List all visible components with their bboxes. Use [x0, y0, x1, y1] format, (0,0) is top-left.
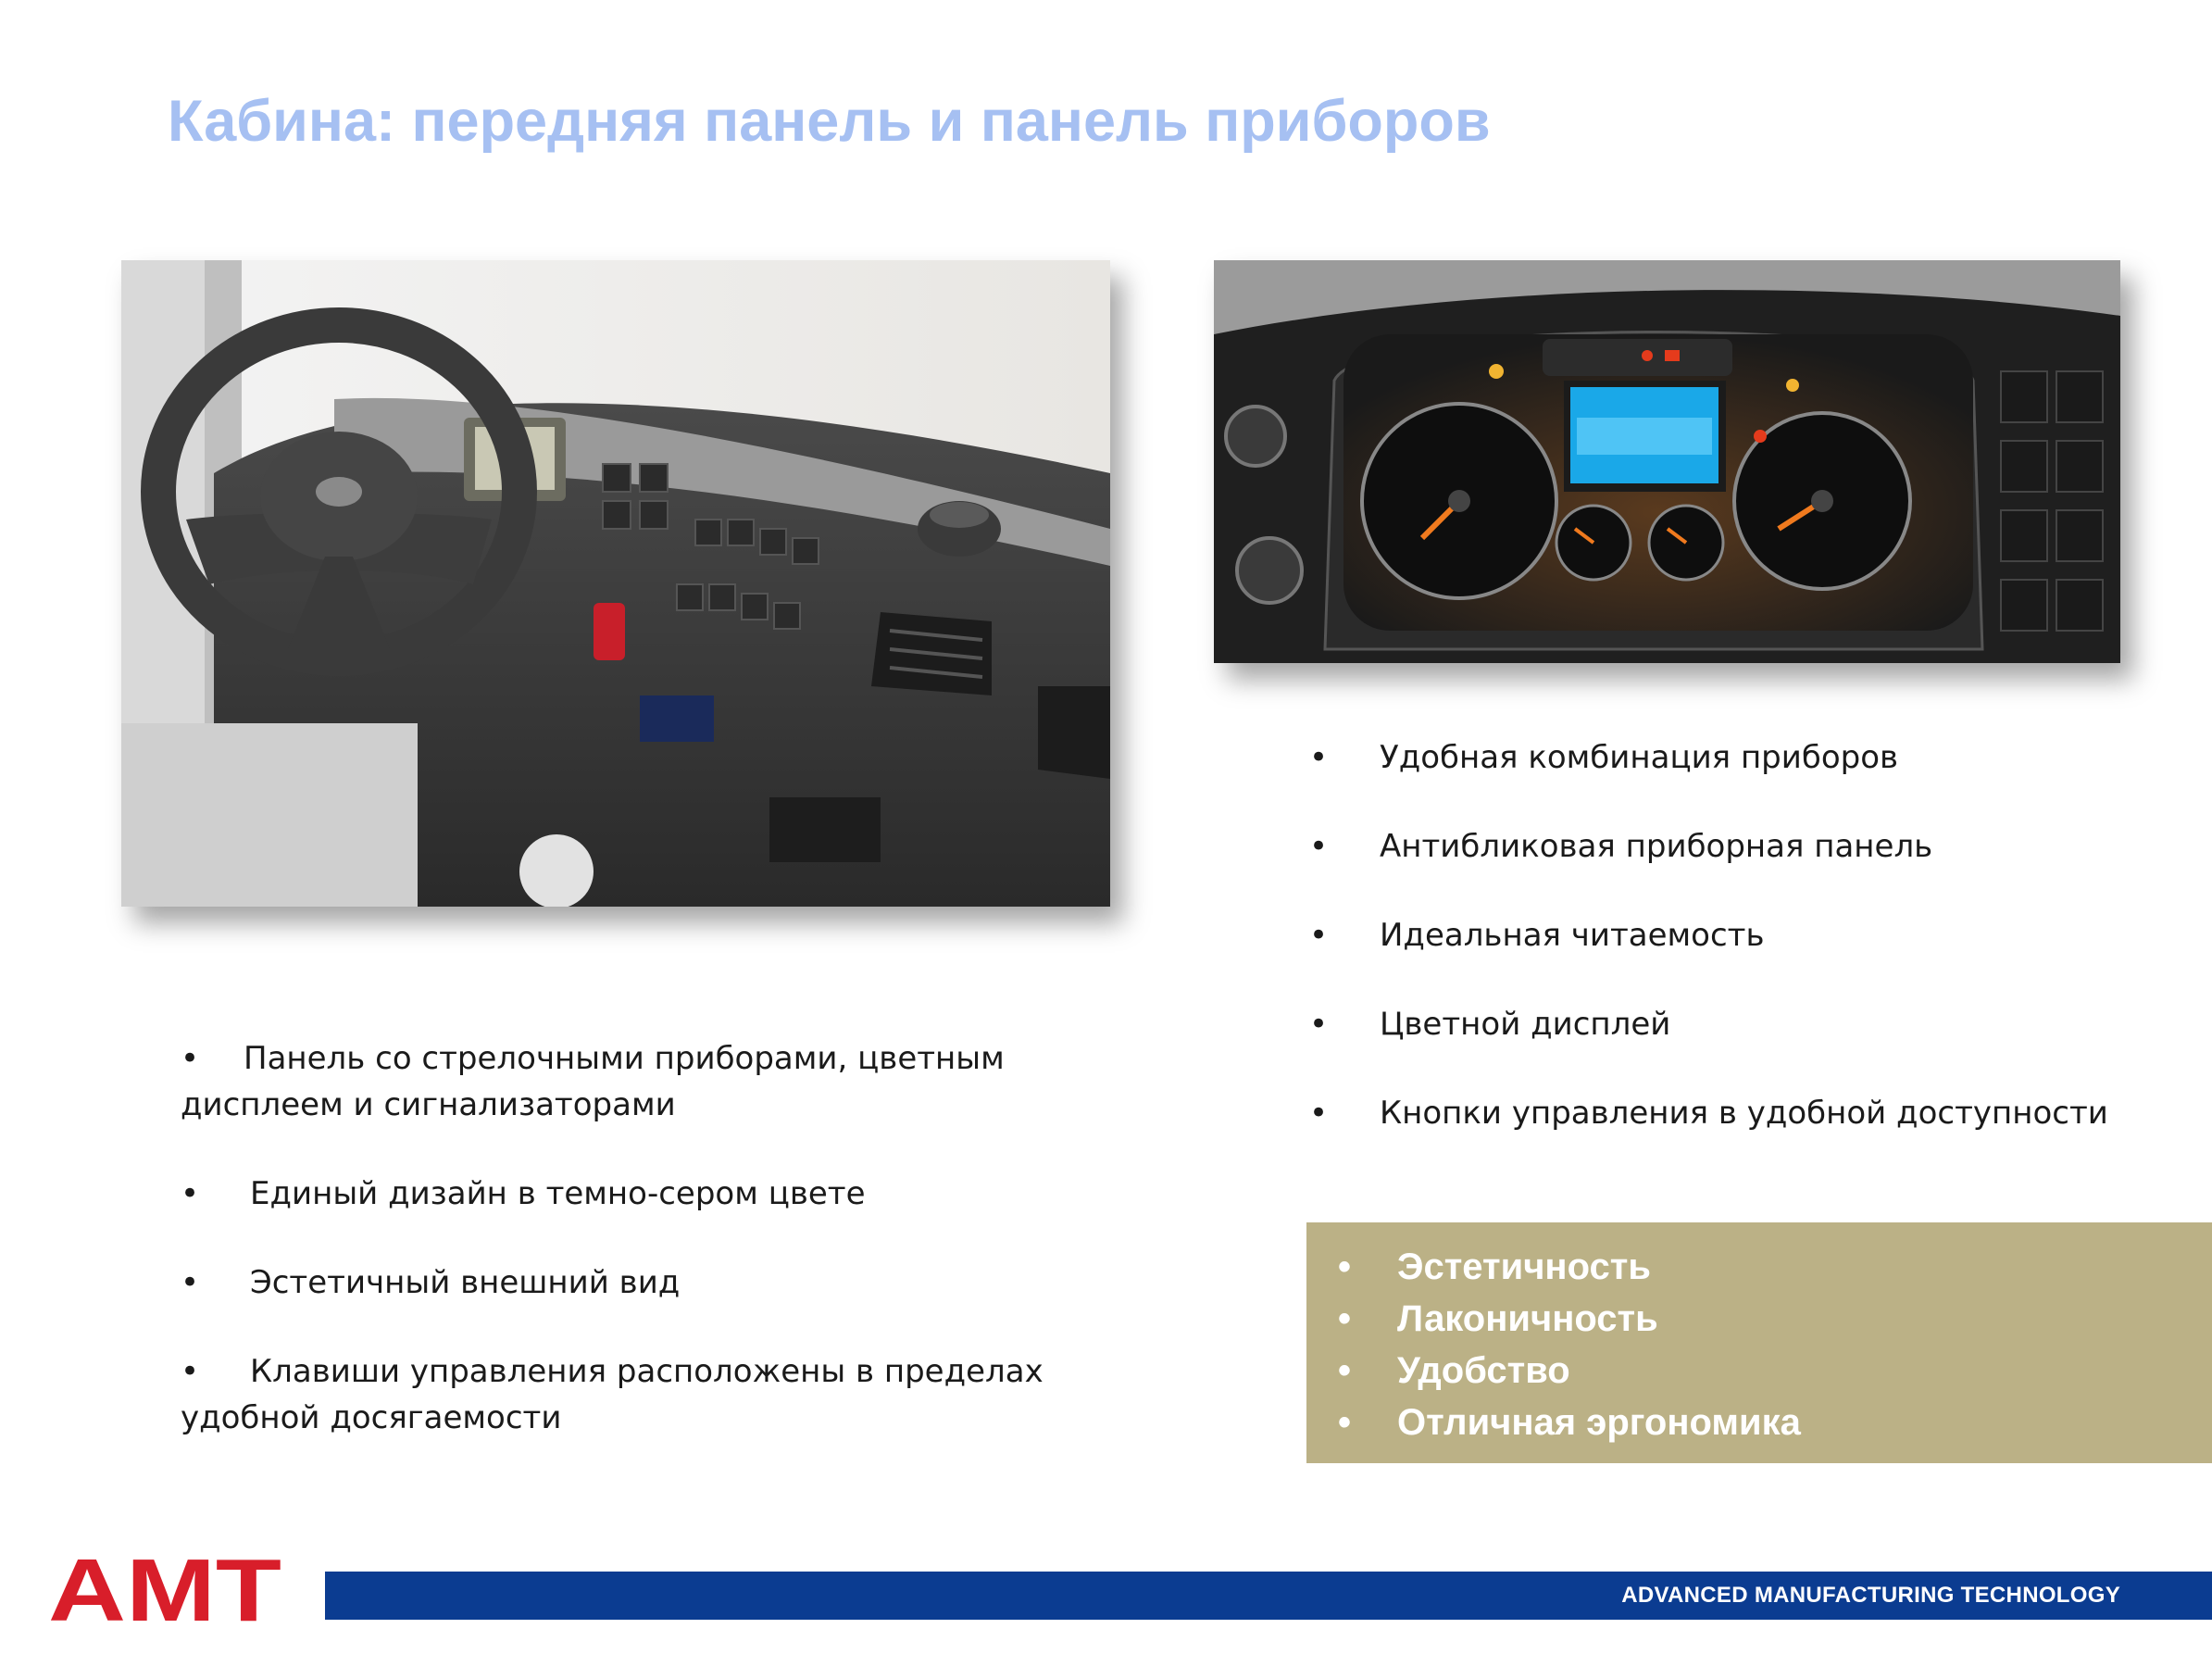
- list-item-text: Клавиши управления расположены в пределах: [250, 1353, 1044, 1390]
- list-item: [1309, 1090, 2143, 1179]
- list-item-text: дисплеем и сигнализаторами: [181, 1086, 676, 1123]
- list-item: [181, 1171, 1106, 1217]
- bullet: •: [1309, 1095, 1329, 1132]
- list-item-text: Цветной дисплей: [1380, 1006, 1671, 1043]
- list-item-text: Эстетичный внешний вид: [250, 1264, 681, 1301]
- list-item-text: Удобная комбинация приборов: [1380, 739, 1899, 776]
- highlight-item-text: Удобство: [1397, 1350, 1570, 1391]
- list-item-text: удобной досягаемости: [181, 1399, 562, 1436]
- highlight-item-text: Лаконичность: [1397, 1298, 1658, 1339]
- bullet: •: [181, 1175, 200, 1212]
- bullet: •: [1338, 1298, 1352, 1339]
- list-item: [181, 1348, 1106, 1441]
- highlight-item: [1331, 1293, 1801, 1345]
- left-feature-list: [181, 1035, 1106, 1484]
- logo-text: AMT: [48, 1547, 281, 1630]
- list-item: [1309, 912, 2143, 1001]
- bullet: •: [1309, 917, 1329, 954]
- list-item: [1309, 823, 2143, 912]
- footer-tagline: ADVANCED MANUFACTURING TECHNOLOGY: [1621, 1583, 2120, 1608]
- highlight-item: [1331, 1241, 1801, 1293]
- bullet: •: [1309, 1006, 1329, 1043]
- instrument-cluster-photo: [1214, 260, 2120, 663]
- bullet: •: [181, 1264, 200, 1301]
- list-item: [181, 1259, 1106, 1306]
- steering-wheel-dashboard-photo: [121, 260, 1110, 907]
- highlight-item-text: Эстетичность: [1397, 1246, 1651, 1287]
- bullet: •: [1309, 828, 1329, 865]
- list-item-text: Единый дизайн в темно-сером цвете: [250, 1175, 866, 1212]
- highlight-box: [1306, 1222, 2212, 1463]
- bullet: •: [1338, 1246, 1352, 1287]
- list-item: [1309, 734, 2143, 823]
- highlight-item: [1331, 1397, 1801, 1448]
- page-title: Кабина: передняя панель и панель приборов: [168, 89, 1491, 154]
- highlight-item: [1331, 1345, 1801, 1397]
- bullet: •: [1309, 739, 1329, 776]
- right-feature-list: [1309, 734, 2143, 1179]
- footer-bar: [325, 1572, 2212, 1620]
- list-item-text: Идеальная читаемость: [1380, 917, 1765, 954]
- highlight-item-text: Отличная эргономика: [1397, 1402, 1801, 1443]
- list-item-text: Кнопки управления в удобной доступности: [1380, 1095, 2108, 1132]
- highlight-list: [1331, 1241, 1801, 1448]
- list-item: [1309, 1001, 2143, 1090]
- list-item-text: Антибликовая приборная панель: [1380, 828, 1933, 865]
- bullet: •: [181, 1353, 200, 1390]
- list-item: [181, 1035, 1106, 1128]
- list-item-text: Панель со стрелочными приборами, цветным: [244, 1040, 1005, 1077]
- amt-logo: [48, 1547, 281, 1630]
- bullet: •: [1338, 1350, 1352, 1391]
- bullet: •: [181, 1040, 200, 1077]
- bullet: •: [1338, 1402, 1352, 1443]
